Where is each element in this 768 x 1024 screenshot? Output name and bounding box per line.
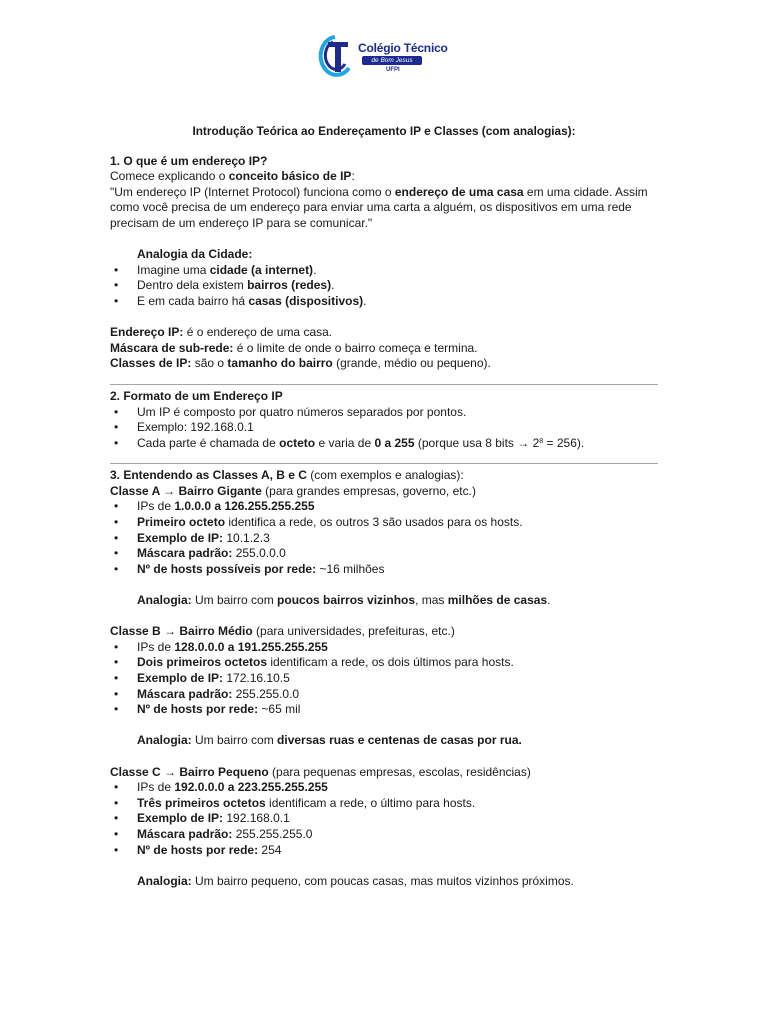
class-a-analogy: Analogia: Um bairro com poucos bairros vizinhos, mas milhões de casas. [137, 593, 551, 608]
list-item: • Cada parte é chamada de octeto e varia de 0 a 255 (porque usa 8 bits → $2^8 = 256$). [110, 436, 658, 452]
ip-format-list [110, 405, 658, 452]
list-item: • IPs de 1.0.0.0 a 126.255.255.255 [110, 499, 658, 515]
list-item: • Nº de hosts possíveis por rede: ~16 milhões [110, 562, 658, 578]
section-heading: 1. O que é um endereço IP? [110, 153, 268, 168]
logo-band: de Bom Jesus [362, 56, 422, 65]
list-item: • Três primeiros octetos identificam a rede, o último para hosts. [110, 796, 658, 812]
class-a-title: Classe A → Bairro Gigante (para grandes empresas, governo, etc.) [110, 483, 476, 498]
list-item: • Nº de hosts por rede: 254 [110, 843, 658, 859]
class-b-title: Classe B → Bairro Médio (para universidades, prefeituras, etc.) [110, 624, 455, 639]
class-b-list [110, 640, 658, 718]
list-item: • Imagine uma cidade (a internet). [110, 263, 658, 279]
logo-sub: UFPI [386, 67, 400, 73]
class-c-title: Classe C → Bairro Pequeno (para pequenas empresas, escolas, residências) [110, 764, 531, 779]
list-item: • E em cada bairro há casas (dispositivos). [110, 294, 658, 310]
intro-text: Comece explicando o conceito básico de IP: [110, 169, 355, 184]
quote-text: "Um endereço IP (Internet Protocol) funciona como o endereço de uma casa em uma cidade. Assim como você precisa de um endereço para enviar uma carta a alguém, os dispositivos em uma rede precisam de um endereço IP para se comunicar." [110, 184, 648, 230]
list-item: • Um IP é composto por quatro números separados por pontos. [110, 405, 658, 421]
section-ip-classes [110, 468, 658, 889]
section-what-is-ip [110, 154, 658, 372]
school-logo-icon [318, 34, 352, 78]
school-logo [318, 34, 448, 78]
section-heading: 2. Formato de um Endereço IP [110, 388, 283, 403]
list-item: • Exemplo de IP: 192.168.0.1 [110, 811, 658, 827]
analogy-title: Analogia da Cidade: [137, 247, 253, 262]
list-item: • Máscara padrão: 255.255.0.0 [110, 687, 658, 703]
list-item: • IPs de 192.0.0.0 a 223.255.255.255 [110, 780, 658, 796]
list-item: • Nº de hosts por rede: ~65 mil [110, 702, 658, 718]
list-item: • Exemplo: 192.168.0.1 [110, 420, 658, 436]
divider [110, 384, 658, 385]
city-analogy-list [110, 263, 658, 310]
definition-ip: Endereço IP: é o endereço de uma casa. [110, 325, 333, 340]
definition-mask: Máscara de sub-rede: é o limite de onde o bairro começa e termina. [110, 340, 478, 355]
divider [110, 463, 658, 464]
class-a-list [110, 499, 658, 577]
list-item: • Exemplo de IP: 10.1.2.3 [110, 531, 658, 547]
list-item: • Exemplo de IP: 172.16.10.5 [110, 671, 658, 687]
class-b-analogy: Analogia: Um bairro com diversas ruas e centenas de casas por rua. [137, 733, 522, 748]
logo-title: Colégio Técnico [358, 41, 448, 55]
list-item: • Máscara padrão: 255.255.255.0 [110, 827, 658, 843]
list-item: • IPs de 128.0.0.0 a 191.255.255.255 [110, 640, 658, 656]
list-item: • Dois primeiros octetos identificam a rede, os dois últimos para hosts. [110, 655, 658, 671]
list-item: • Primeiro octeto identifica a rede, os outros 3 são usados para os hosts. [110, 515, 658, 531]
class-c-list [110, 780, 658, 858]
section-ip-format [110, 389, 658, 451]
document-title: Introdução Teórica ao Endereçamento IP e Classes (com analogias): [192, 124, 576, 138]
list-item: • Dentro dela existem bairros (redes). [110, 278, 658, 294]
section-heading: 3. Entendendo as Classes A, B e C (com exemplos e analogias): [110, 468, 464, 483]
definition-classes: Classes de IP: são o tamanho do bairro (grande, médio ou pequeno). [110, 356, 491, 371]
class-c-analogy: Analogia: Um bairro pequeno, com poucas casas, mas muitos vizinhos próximos. [137, 873, 574, 888]
document-body [110, 124, 658, 889]
list-item: • Máscara padrão: 255.0.0.0 [110, 546, 658, 562]
